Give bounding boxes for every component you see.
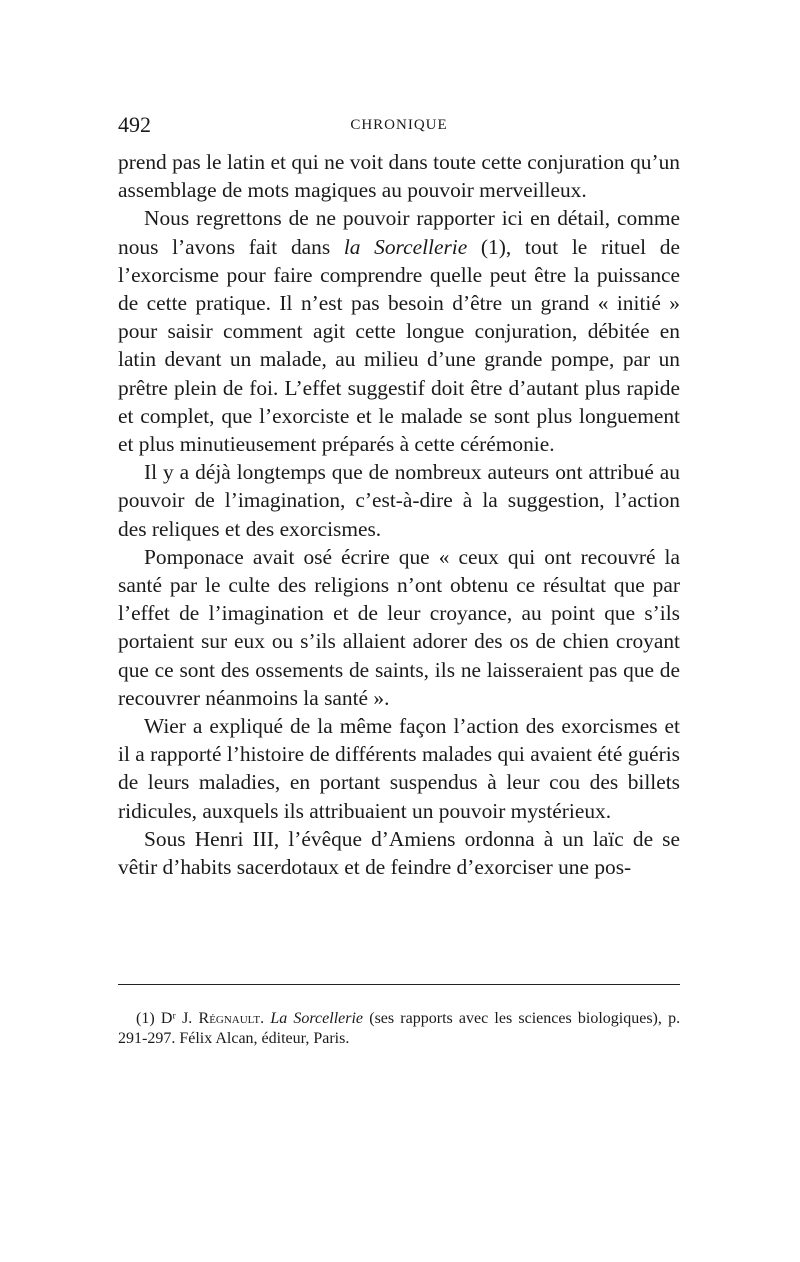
paragraph: Il y a déjà longtemps que de nombreux auteurs ont attribué au pouvoir de l’imagination, c’est-à-dire à la suggestion, l’action des reliques et des exorcismes. (118, 460, 680, 541)
running-head: CHRONIQUE (350, 117, 448, 133)
footnote-divider (118, 984, 680, 985)
footnote-reference: (1) (467, 234, 506, 259)
body-text (118, 148, 680, 881)
book-title: la Sorcellerie (343, 234, 468, 259)
footnote (118, 1009, 680, 1049)
paragraph (118, 204, 680, 458)
paragraph: Sous Henri III, l’évêque d’Amiens ordonna à un laïc de se vêtir d’habits sacerdotaux et de feindre d’exorciser une pos- (118, 826, 680, 880)
text-run: Nous regrettons de ne pouvoir rapporter ici en détail, comme nous l’avons fait dans (118, 206, 680, 259)
footnote-author: Régnault. (198, 1010, 265, 1027)
footnote-details: (ses rapports avec les sciences biologiques), p. 291-297. Félix Alcan, éditeur, Paris. (118, 1010, 681, 1047)
text-run: , tout le rituel de l’exorcisme pour faire comprendre quelle peut être la puissance de cette pratique. Il n’est pas besoin d’être un grand « initié » pour saisir comment agit cette longue conjuration, débitée en latin devant un malade, au milieu d’une grande pompe, par un prêtre plein de foi. L’effet suggestif doit être d’autant plus rapide et complet, que l’exorciste et le malade se sont plus longuement et plus minutieusement préparés à cette cérémonie. (118, 234, 680, 457)
footnote-title: La Sorcellerie (270, 1010, 364, 1027)
footnote-marker: (1) (136, 1010, 155, 1027)
paragraph: Pomponace avait osé écrire que « ceux qui ont recouvré la santé par le culte des religions n’ont obtenu ce résultat que par l’effet de l’imagination et de leur croyance, au point que s’ils portaient sur eux ou s’ils allaient adorer des os de chien croyant que ce sont des ossements de saints, ils ne laisseraient pas que de recouvrer néanmoins la santé ». (118, 544, 680, 710)
footnote-author-prefix: Dʳ J. (160, 1010, 193, 1027)
paragraph: prend pas le latin et qui ne voit dans toute cette conjuration qu’un assemblage de mots magiques au pouvoir merveilleux. (118, 150, 680, 203)
footnotes (118, 1009, 680, 1049)
page-header (118, 112, 680, 140)
page-number: 492 (118, 112, 151, 137)
paragraph: Wier a expliqué de la même façon l’action des exorcismes et il a rapporté l’histoire de différents malades qui avaient été guéris de leurs maladies, en portant suspendus à leur cou des billets ridicules, auxquels ils attribuaient un pouvoir mystérieux. (118, 714, 680, 823)
